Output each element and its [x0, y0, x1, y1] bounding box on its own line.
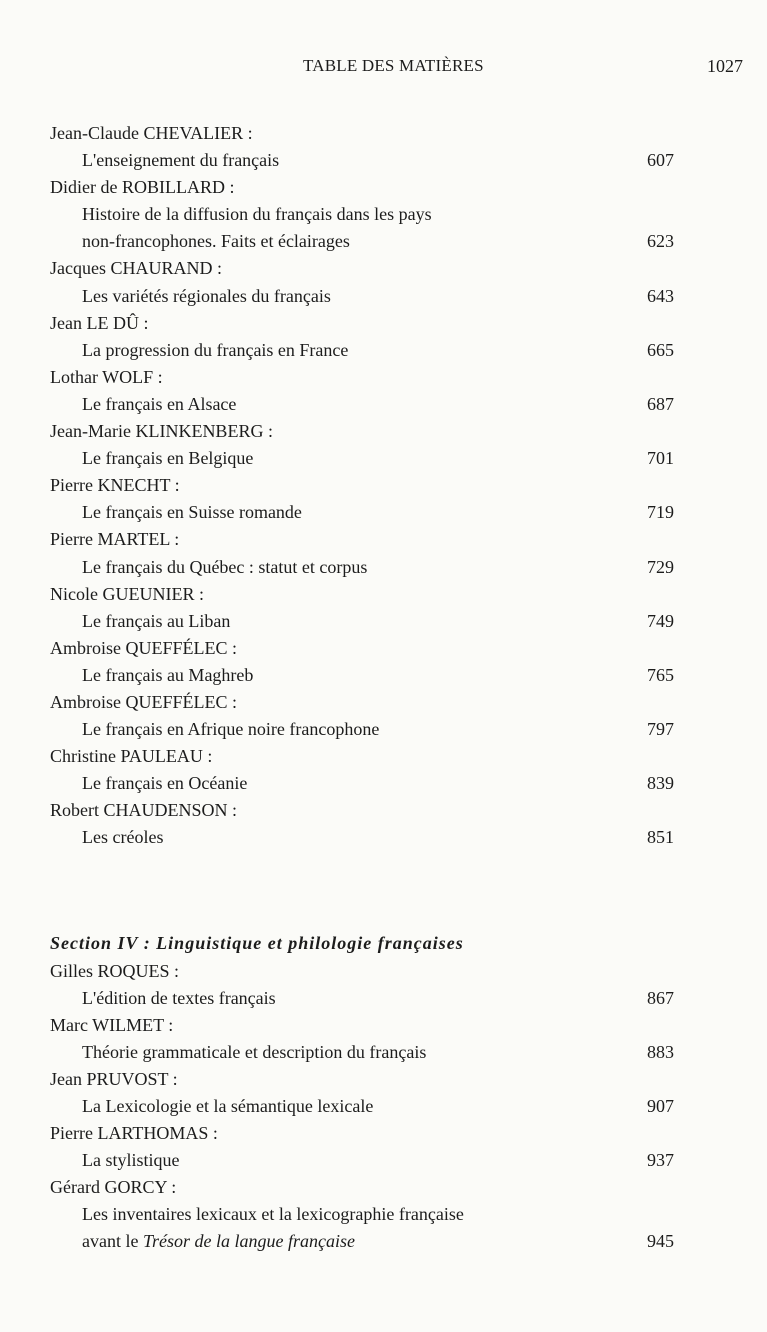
toc-entry-title [50, 985, 690, 1012]
section-gap [50, 852, 690, 928]
toc-entry-title [50, 1147, 690, 1174]
toc-page-number: 749 [647, 610, 674, 631]
toc-author: Jacques CHAURAND : [50, 258, 222, 279]
toc-entry-title [50, 1228, 690, 1255]
toc-author: Nicole GUEUNIER : [50, 583, 204, 604]
toc-entry-title [50, 499, 690, 526]
toc-entry-title [50, 716, 690, 743]
section-heading: Section IV : Linguistique et philologie françaises [50, 932, 464, 953]
toc-author: Jean PRUVOST : [50, 1068, 178, 1089]
toc-entry-title [50, 1201, 690, 1228]
toc-page-number: 883 [647, 1041, 674, 1062]
toc-title-text: Le français en Afrique noire francophone [82, 719, 380, 740]
toc-author: Didier de ROBILLARD : [50, 177, 235, 198]
toc-entry-title [50, 824, 690, 851]
toc-entry-title [50, 147, 690, 174]
toc-title-text: Les créoles [82, 827, 164, 848]
toc-author: Jean-Claude CHEVALIER : [50, 123, 253, 143]
toc-author: Gérard GORCY : [50, 1177, 177, 1198]
toc-title-text: Théorie grammaticale et description du français [82, 1041, 427, 1062]
toc-page-number: 729 [647, 556, 674, 577]
toc-title-text: Les inventaires lexicaux et la lexicographie française [82, 1204, 464, 1225]
toc-page-number: 797 [647, 719, 674, 740]
toc-page-number: 867 [647, 987, 674, 1008]
toc-entry-title [50, 391, 690, 418]
toc-title-text: Le français au Maghreb [82, 664, 254, 685]
toc-entry-title [50, 770, 690, 797]
toc-page-number: 687 [647, 393, 674, 414]
toc-entry-title [50, 662, 690, 689]
toc-page-number: 937 [647, 1150, 674, 1171]
toc-page-number: 839 [647, 773, 674, 794]
toc-author: Gilles ROQUES : [50, 960, 180, 981]
toc-author: Pierre KNECHT : [50, 475, 180, 496]
toc-title-text: Histoire de la diffusion du français dans les pays [82, 204, 432, 225]
page-number: 1027 [707, 56, 743, 76]
toc-author: Jean LE DÛ : [50, 312, 149, 333]
toc-page-number: 623 [647, 231, 674, 252]
toc-author: Robert CHAUDENSON : [50, 800, 237, 821]
toc-page-number: 607 [647, 150, 674, 171]
header-title: TABLE DES MATIÈRES [303, 56, 484, 75]
toc-title-text: Le français en Belgique [82, 448, 254, 469]
toc-entry-title [50, 445, 690, 472]
toc-title-italic: Trésor de la langue française [142, 1231, 355, 1252]
toc-title-text: Le français en Suisse romande [82, 502, 302, 523]
toc-entry-title [50, 554, 690, 581]
toc-page-number: 765 [647, 664, 674, 685]
toc-page-number: 719 [647, 502, 674, 523]
table-of-contents [50, 120, 690, 1256]
toc-page-number: 665 [647, 339, 674, 360]
toc-entry-title [50, 1093, 690, 1120]
toc-entry-title [50, 201, 690, 228]
toc-page-number: 907 [647, 1096, 674, 1116]
toc-title-text: Le français en Océanie [82, 773, 248, 794]
toc-entry-title [50, 337, 690, 364]
toc-title-text: Le français en Alsace [82, 393, 237, 414]
toc-entry-title [50, 608, 690, 635]
toc-author: Ambroise QUEFFÉLEC : [50, 637, 237, 658]
toc-title-text: La progression du français en France [82, 339, 349, 360]
toc-entry-title [50, 228, 690, 255]
toc-part-1 [50, 120, 690, 852]
toc-author: Ambroise QUEFFÉLEC : [50, 691, 237, 712]
toc-page-number: 643 [647, 285, 674, 306]
toc-title-text: non-francophones. Faits et éclairages [82, 231, 350, 252]
toc-author: Pierre LARTHOMAS : [50, 1123, 218, 1144]
toc-title-text: La stylistique [82, 1150, 180, 1171]
toc-entry-title [50, 283, 690, 310]
toc-author: Pierre MARTEL : [50, 529, 180, 550]
toc-section-4 [50, 958, 690, 1256]
toc-page-number: 701 [647, 448, 674, 469]
toc-page-number: 945 [647, 1231, 674, 1252]
toc-title-text: La Lexicologie et la sémantique lexicale [82, 1096, 374, 1116]
toc-title-text: Le français du Québec : statut et corpus [82, 556, 368, 577]
toc-author: Christine PAULEAU : [50, 746, 213, 767]
running-header [0, 56, 767, 80]
toc-title-text: Le français au Liban [82, 610, 231, 631]
toc-title-text: L'enseignement du français [82, 150, 280, 171]
toc-author: Marc WILMET : [50, 1014, 174, 1035]
toc-author: Jean-Marie KLINKENBERG : [50, 421, 273, 442]
toc-page-number: 851 [647, 827, 674, 848]
toc-author: Lothar WOLF : [50, 366, 163, 387]
toc-title-text: Les variétés régionales du français [82, 285, 331, 306]
toc-entry-title [50, 1039, 690, 1066]
toc-title-text: L'édition de textes français [82, 987, 276, 1008]
toc-title-text: avant le [82, 1231, 143, 1252]
